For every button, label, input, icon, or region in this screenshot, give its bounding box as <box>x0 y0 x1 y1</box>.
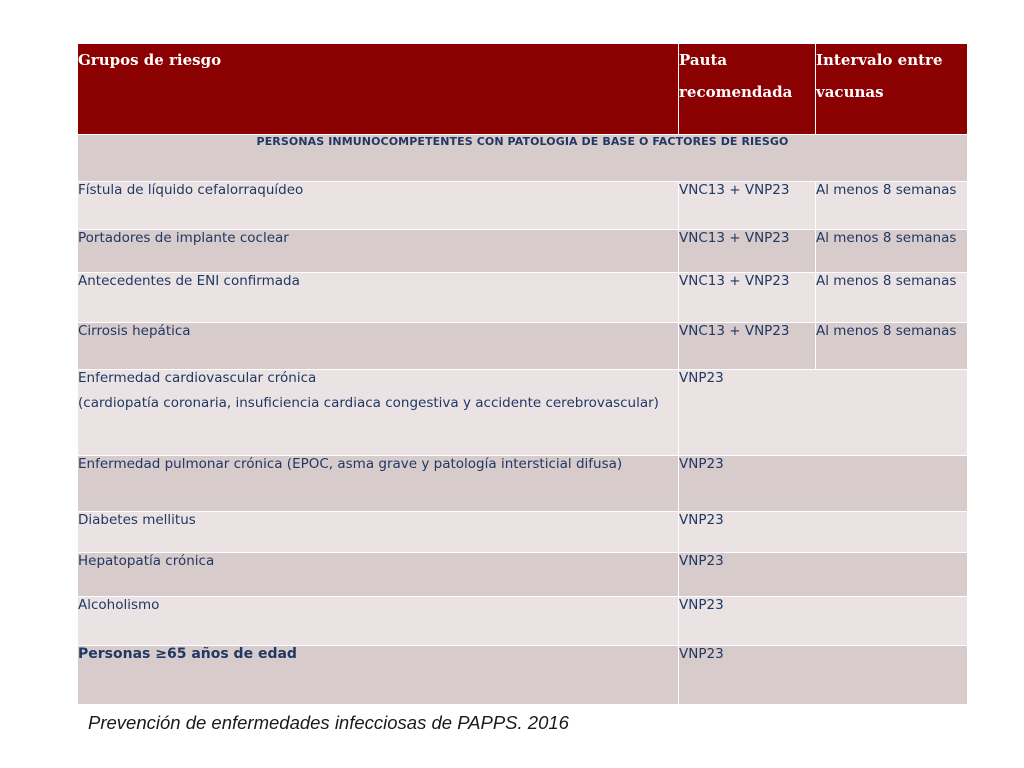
table-row <box>78 370 968 456</box>
pauta-cell: VNP23 <box>679 456 968 512</box>
group-name: Enfermedad cardiovascular crónica <box>78 370 317 386</box>
table-row <box>78 512 968 553</box>
interval-cell: Al menos 8 semanas <box>816 323 968 370</box>
table-row <box>78 273 968 323</box>
header-interval: Intervalo entre vacunas <box>816 44 968 135</box>
interval-cell: Al menos 8 semanas <box>816 273 968 323</box>
group-cell <box>78 370 679 456</box>
source-caption: Prevención de enfermedades infecciosas de PAPPS. 2016 <box>88 712 569 733</box>
pauta-cell: VNP23 <box>679 646 968 705</box>
pauta-cell: VNP23 <box>679 597 968 646</box>
pauta-cell: VNC13 + VNP23 <box>679 182 816 230</box>
section-row <box>78 135 968 182</box>
header-groups: Grupos de riesgo <box>78 44 679 135</box>
group-cell: Cirrosis hepática <box>78 323 679 370</box>
risk-groups-table <box>77 43 968 705</box>
header-pauta: Pauta recomendada <box>679 44 816 135</box>
table-row <box>78 597 968 646</box>
pauta-cell: VNP23 <box>679 370 968 456</box>
interval-cell: Al menos 8 semanas <box>816 230 968 273</box>
group-cell: Hepatopatía crónica <box>78 553 679 597</box>
table-row <box>78 553 968 597</box>
interval-cell: Al menos 8 semanas <box>816 182 968 230</box>
table-row <box>78 456 968 512</box>
group-detail: (cardiopatía coronaria, insuficiencia cardiaca congestiva y accidente cerebrovascular) <box>78 395 659 411</box>
section-title: PERSONAS INMUNOCOMPETENTES CON PATOLOGIA DE BASE O FACTORES DE RIESGO <box>78 135 968 182</box>
group-cell: Antecedentes de ENI confirmada <box>78 273 679 323</box>
pauta-cell: VNC13 + VNP23 <box>679 273 816 323</box>
table-header-row <box>78 44 968 135</box>
group-cell: Portadores de implante coclear <box>78 230 679 273</box>
group-cell: Alcoholismo <box>78 597 679 646</box>
pauta-cell: VNP23 <box>679 553 968 597</box>
pauta-cell: VNC13 + VNP23 <box>679 323 816 370</box>
group-cell: Diabetes mellitus <box>78 512 679 553</box>
pauta-cell: VNP23 <box>679 512 968 553</box>
group-cell: Enfermedad pulmonar crónica (EPOC, asma grave y patología intersticial difusa) <box>78 456 679 512</box>
table-row <box>78 646 968 705</box>
table-row <box>78 230 968 273</box>
group-cell: Personas ≥65 años de edad <box>78 646 679 705</box>
table-row <box>78 323 968 370</box>
group-cell: Fístula de líquido cefalorraquídeo <box>78 182 679 230</box>
pauta-cell: VNC13 + VNP23 <box>679 230 816 273</box>
table-row <box>78 182 968 230</box>
